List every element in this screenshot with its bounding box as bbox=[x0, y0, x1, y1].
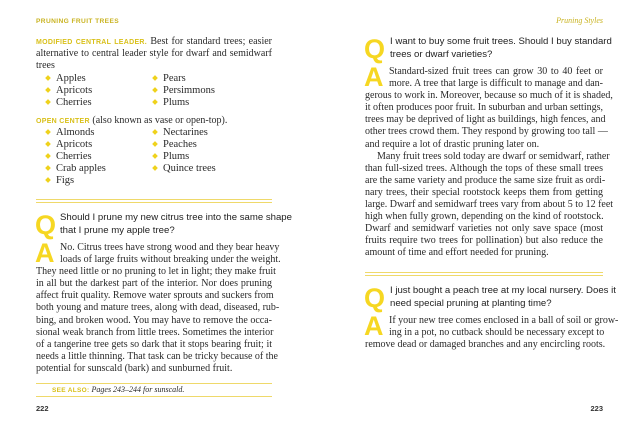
list-item-label: Peaches bbox=[163, 139, 197, 151]
bullet-diamond-icon bbox=[152, 165, 158, 171]
bullet-diamond-icon bbox=[45, 99, 51, 105]
text-line: high when fully grown, depending on the kind of rootstock. bbox=[365, 211, 604, 223]
list-item bbox=[153, 163, 216, 175]
text-line: than full-sized trees. Although the tops of these small trees bbox=[365, 162, 603, 174]
answer-citrus bbox=[35, 238, 281, 375]
text-line: it often produces poor fruit. In suburban and urban settings, bbox=[365, 102, 604, 114]
modified-central-leader-section bbox=[36, 36, 272, 72]
bullet-diamond-icon bbox=[45, 75, 51, 81]
list-item-label: Almonds bbox=[56, 127, 95, 138]
list-item bbox=[153, 73, 186, 85]
bullet-diamond-icon bbox=[45, 153, 51, 159]
list-item-label: Persimmons bbox=[163, 85, 215, 97]
text-line: fruits require two trees for pollination) but also reduce the bbox=[365, 235, 603, 247]
see-also-rule-top bbox=[36, 383, 272, 384]
bullet-diamond-icon bbox=[152, 87, 158, 93]
text-line: are the same variety and produce the same size fruit as ordi- bbox=[365, 174, 606, 186]
list-item bbox=[153, 97, 189, 109]
text-line: amount of time and effort needed for pruning. bbox=[365, 247, 549, 259]
section-divider bbox=[365, 272, 603, 276]
text-line: needs a little thinning. That task can be tricky because of the bbox=[36, 350, 278, 362]
list-item-label: Plums bbox=[163, 97, 190, 109]
list-item bbox=[46, 163, 106, 175]
text-line: bing, and broken wood. You may have to remove the occa- bbox=[36, 314, 272, 326]
text-line: Standard-sized fruit trees can grow 30 to 40 feet or bbox=[389, 66, 603, 77]
list-item bbox=[46, 73, 86, 85]
list-item-label: Crab apples bbox=[56, 163, 106, 175]
text-line: more. A tree that large is difficult to manage and dan- bbox=[389, 78, 603, 90]
bullet-diamond-icon bbox=[45, 177, 51, 183]
text-line: ing in a pot, no cutback should be necessary except to bbox=[389, 327, 605, 339]
question-peach-tree: I just bought a peach tree at my local nursery. Does it need special pruning at planting time? bbox=[390, 285, 616, 309]
bullet-diamond-icon bbox=[45, 165, 51, 171]
text-line: of a tangerine tree gets so dark that it stops bearing fruit; it bbox=[36, 338, 272, 350]
bullet-diamond-icon bbox=[152, 129, 158, 135]
list-item bbox=[46, 139, 92, 151]
text-line: Many fruit trees sold today are dwarf or semidwarf, rather bbox=[377, 150, 610, 162]
modified-central-leader-text: MODIFIED CENTRAL LEADER. Best for standard trees; easier alternative to central leader style for dwarf and semidwarf trees bbox=[36, 36, 273, 72]
text-line: nary trees, their special rootstock keeps them from getting bbox=[365, 186, 603, 198]
running-head-left: PRUNING FRUIT TREES bbox=[36, 18, 120, 25]
list-item bbox=[46, 175, 74, 187]
list-item bbox=[46, 127, 95, 139]
list-item-label: Plums bbox=[163, 151, 190, 163]
answer-dwarf-p1 bbox=[364, 62, 613, 151]
list-item bbox=[46, 151, 92, 163]
list-item-label: Apricots bbox=[56, 139, 93, 151]
q-letter-icon: Q bbox=[35, 210, 57, 240]
running-head-right: Pruning Styles bbox=[556, 16, 603, 25]
text-line: and require a lot of drastic pruning later on. bbox=[365, 138, 540, 150]
text-line: both young and mature trees, along with dead, diseased, rub- bbox=[36, 302, 280, 314]
text-line: gerous to work in. Moreover, because so much of it is shaded, bbox=[365, 90, 613, 102]
open-center-heading: OPEN CENTER (also known as vase or open-top). bbox=[36, 115, 228, 126]
section-label: MODIFIED CENTRAL LEADER. bbox=[36, 39, 148, 46]
text-line: No. Citrus trees have strong wood and they bear heavy bbox=[60, 242, 280, 253]
list-item-label: Quince trees bbox=[163, 163, 216, 175]
see-also-rule-bottom bbox=[36, 396, 272, 397]
q-letter-icon: Q bbox=[364, 34, 386, 64]
list-item bbox=[46, 85, 92, 97]
text-line: Dwarf and semidwarf varieties not only save space (most bbox=[365, 223, 603, 235]
bullet-diamond-icon bbox=[152, 153, 158, 159]
text-line: remove dead or damaged branches and any encircling roots. bbox=[365, 339, 606, 351]
question-citrus: Should I prune my new citrus tree into the same shape that I prune my apple tree? bbox=[60, 212, 292, 236]
bullet-diamond-icon bbox=[152, 75, 158, 81]
page-number-right: 223 bbox=[590, 404, 603, 413]
a-letter-icon: A bbox=[364, 62, 384, 92]
list-item-label: Nectarines bbox=[163, 127, 208, 138]
bullet-diamond-icon bbox=[152, 141, 158, 147]
bullet-diamond-icon bbox=[45, 141, 51, 147]
see-also-link[interactable]: Pages 243–244 for sunscald. bbox=[91, 385, 185, 394]
answer-peach-tree bbox=[364, 311, 619, 351]
list-item-label: Cherries bbox=[56, 97, 92, 109]
list-item bbox=[46, 97, 92, 109]
list-item bbox=[153, 139, 197, 151]
list-item bbox=[153, 151, 189, 163]
text-line: They need little or no pruning to let in light; they make fruit bbox=[36, 266, 276, 278]
page-number-left: 222 bbox=[36, 404, 49, 413]
a-letter-icon: A bbox=[364, 311, 384, 341]
bullet-diamond-icon bbox=[152, 99, 158, 105]
text-line: large. Dwarf and semidwarf trees vary from about 5 to 12 feet bbox=[365, 199, 614, 211]
text-line: affect fruit quality. Remove water sprouts and suckers from bbox=[36, 290, 274, 302]
list-item bbox=[153, 127, 208, 139]
list-item-label: Apricots bbox=[56, 85, 93, 97]
question-dwarf-varieties: I want to buy some fruit trees. Should I buy standard trees or dwarf varieties? bbox=[390, 36, 612, 60]
text-line: other trees crowd them. They respond by growing too tall — bbox=[365, 126, 608, 138]
list-item-label: Pears bbox=[163, 73, 186, 84]
text-line: in all but the darkest part of the interior. Nor does pruning bbox=[36, 278, 272, 290]
q-letter-icon: Q bbox=[364, 283, 386, 313]
list-item bbox=[153, 85, 215, 97]
text-line: potential for sunscald (bark) and sunburned fruit. bbox=[36, 362, 233, 374]
text-line: trees may be deprived of light as buildings, high fences, and bbox=[365, 114, 606, 126]
section-divider bbox=[36, 199, 272, 203]
bullet-diamond-icon bbox=[45, 129, 51, 135]
bullet-diamond-icon bbox=[45, 87, 51, 93]
list-item-label: Apples bbox=[56, 73, 86, 84]
see-also: SEE ALSO: Pages 243–244 for sunscald. bbox=[52, 385, 185, 394]
text-line: If your new tree comes enclosed in a ball of soil or grow- bbox=[389, 315, 619, 326]
a-letter-icon: A bbox=[35, 238, 55, 268]
text-line: loads of large fruits without breaking under the weight. bbox=[60, 254, 281, 266]
text-line: sional weak branch from little trees. Sometimes the interior bbox=[36, 326, 274, 338]
list-item-label: Cherries bbox=[56, 151, 92, 163]
list-item-label: Figs bbox=[56, 175, 75, 187]
answer-dwarf-p2 bbox=[365, 150, 614, 260]
